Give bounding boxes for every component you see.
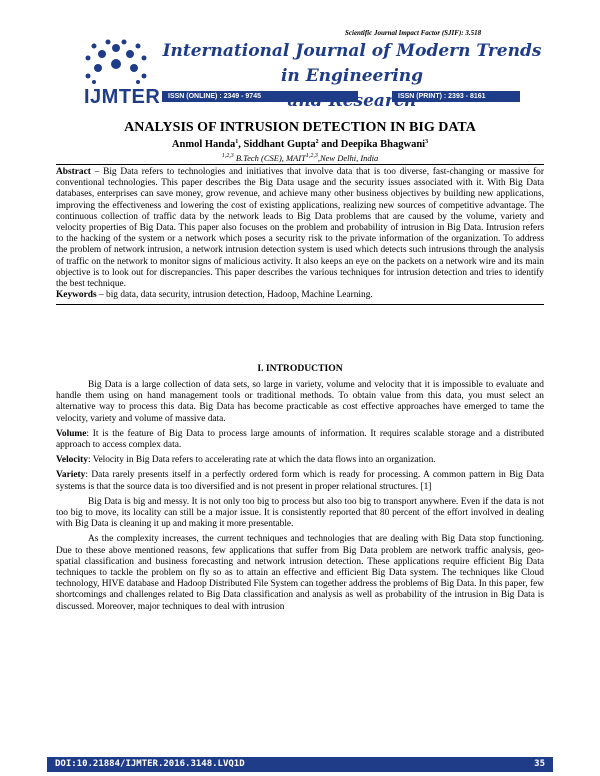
issn-online: ISSN (ONLINE) : 2349 - 9745 bbox=[162, 91, 358, 102]
abstract-text: – Big Data refers to technologies and initiatives that involve data that is too diverse, fast-changing or massive for conventional technologies. This paper describes the Big Data usage and the security issues associated with it. With Big Data databases, enterprises can save money, grow revenue, and achieve many other business objectives by building new applications, improving the effectiveness and lowering the cost of existing applications, realizing new sources of competitive advantage. The continuous collection of traffic data by the network leads to Big Data problems that are caused by the volume, variety and velocity properties of Big Data. This paper also focuses on the problem and probability of intrusion in Big Data. Intrusion refers to the hacking of the system or a network which poses a security risk to the private information of the organization. To address the problem of network intrusion, a network intrusion detection system is used which detects such intrusions through the analysis of traffic on the network to monitor signs of malicious activity. It also keeps an eye on the packets on a network wire and its main objective is to look out for discrepancies. This paper describes the various techniques for intrusion detection and tries to identify the best technique. bbox=[56, 167, 544, 290]
keywords bbox=[56, 290, 544, 301]
author-sep: and bbox=[318, 139, 341, 150]
impact-factor: Scientific Journal Impact Factor (SJIF): 3.518 bbox=[345, 29, 482, 37]
author-name: Deepika Bhagwani bbox=[340, 139, 426, 150]
body-text bbox=[56, 380, 544, 617]
abstract-label: Abstract bbox=[56, 167, 91, 177]
author-sup: 2 bbox=[315, 139, 319, 145]
journal-title-line-1: International Journal of Modern Trends in Engineering bbox=[162, 41, 542, 86]
issn-print: ISSN (PRINT) : 2393 - 8161 bbox=[392, 91, 520, 102]
author-name: Siddhant Gupta bbox=[243, 139, 316, 150]
paper-title: ANALYSIS OF INTRUSION DETECTION IN BIG DATA bbox=[124, 120, 476, 135]
velocity-text: : Velocity in Big Data refers to accelerating rate at which the data flows into an organization. bbox=[87, 455, 436, 466]
affiliation-sup: 1,2,3 bbox=[305, 153, 318, 159]
keywords-label: Keywords bbox=[56, 290, 97, 301]
affiliation-location: ,New Delhi, India bbox=[317, 153, 379, 163]
journal-title-line-2: Research bbox=[328, 91, 417, 111]
author-name: Anmol Handa bbox=[171, 139, 236, 150]
paragraph-velocity bbox=[56, 455, 544, 466]
affiliation-text: B.Tech (CSE), MAIT bbox=[233, 153, 306, 163]
velocity-label: Velocity bbox=[56, 455, 88, 466]
paragraph-volume bbox=[56, 429, 544, 451]
section-heading: I. INTRODUCTION bbox=[257, 363, 343, 374]
journal-title bbox=[162, 39, 542, 114]
abstract bbox=[56, 167, 544, 290]
logo-text: IJMTER bbox=[84, 86, 161, 108]
affiliation bbox=[0, 153, 600, 163]
affiliation-sup: 1,2,3 bbox=[221, 153, 234, 159]
paragraph: Big Data is a large collection of data sets, so large in variety, volume and velocity that it is impossible to evaluate and handle them using on hand management tools or traditional methods. To obtain value from this data, you must select an alternative way to process this data. Big Data has become practicable as cost effective approaches have emerged to tame the velocity, variety and volume of massive data. bbox=[56, 380, 544, 424]
paragraph: As the complexity increases, the current techniques and technologies that are dealing with Big Data stop functioning. Due to these above mentioned reasons, few applications that suffer from Big Data problem are network traffic analysis, geo-spatial classification and business forecasting and network intrusion detection. These applications require efficient Big Data techniques to tackle the problem on fly so as to attain an effective and efficient Big Data system. The techniques like Cloud technology, HIVE database and Hadoop Distributed File System can together address the problems of Big Data. In this paper, few shortcomings and challenges related to Big Data classification and analysis as well as probability of the intrusion in Big Data is discussed. Moreover, major techniques to deal with intrusion bbox=[56, 534, 544, 612]
author-sup: 1 bbox=[235, 139, 239, 145]
variety-text: : Data rarely presents itself in a perfectly ordered form which is ready for processing. A common pattern in Big Data systems is that the source data is too diversified and is not present in proper relational structures. [1] bbox=[56, 470, 544, 492]
variety-label: Variety bbox=[56, 470, 86, 481]
paragraph: Big Data is big and messy. It is not only too big to process but also too big to transport anywhere. Even if the data is not too big to move, its locality can still be a major issue. It is consistently reported that 80 percent of the effort involved in dealing with Big Data is cleaning it up and making it more presentable. bbox=[56, 496, 544, 530]
keywords-text: – big data, data security, intrusion detection, Hadoop, Machine Learning. bbox=[96, 290, 373, 301]
author-sup: 3 bbox=[425, 139, 429, 145]
volume-text: : It is the feature of Big Data to process large amounts of information. It requires scalable storage and a distributed approach to access complex data. bbox=[56, 428, 544, 451]
abstract-box bbox=[56, 164, 544, 305]
author-list bbox=[0, 139, 600, 150]
paragraph-variety bbox=[56, 470, 544, 492]
author-sep: , bbox=[238, 139, 244, 150]
volume-label: Volume bbox=[56, 428, 87, 439]
page-number: 35 bbox=[534, 759, 545, 769]
doi-text: DOI:10.21884/IJMTER.2016.3148.LVQ1D bbox=[55, 759, 245, 769]
footer-bar bbox=[47, 757, 553, 772]
